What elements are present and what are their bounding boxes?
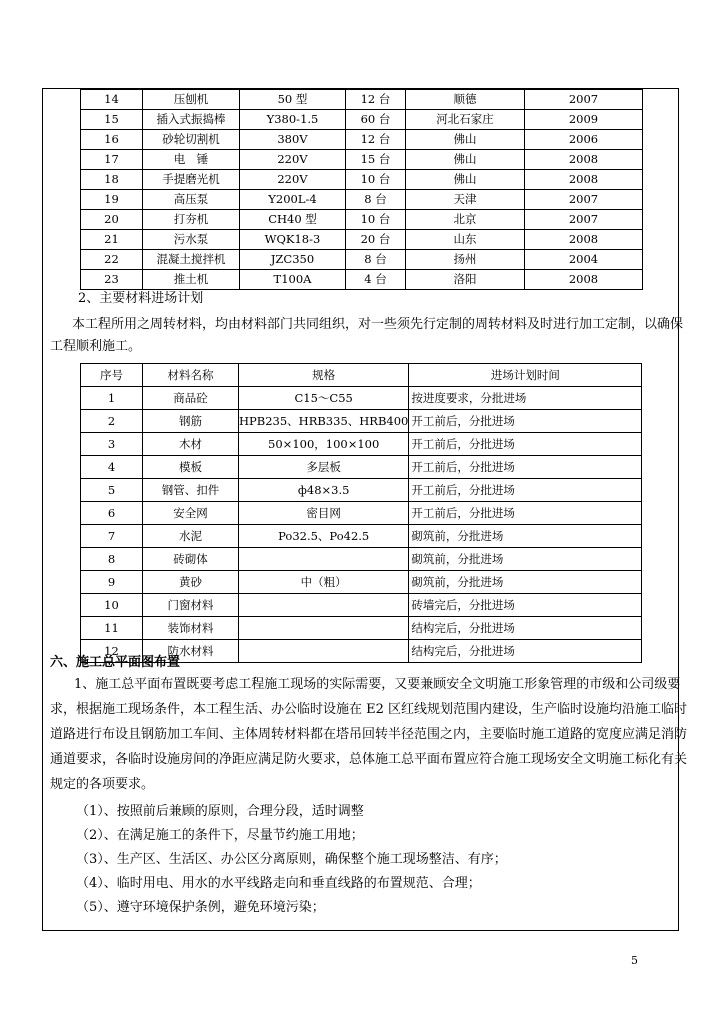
table-cell: 河北石家庄 [406,110,525,130]
table-cell: 8 [81,548,143,571]
table-cell: 按进度要求，分批进场 [409,387,642,410]
table-cell [239,617,409,640]
table-cell: C15～C55 [239,387,409,410]
table-cell: 14 [81,90,143,110]
table-cell: 中（粗） [239,571,409,594]
equipment-table [80,89,643,290]
section-6-line-4: 通道要求，各临时设施房间的净距应满足防火要求，总体施工总平面布置应符合施工现场安全文明施工标化有关 [50,752,688,767]
principle-4: （4）、临时用电、用水的水平线路走向和垂直线路的布置规范、合理； [76,876,481,891]
table-cell: 2009 [525,110,643,130]
table-cell: 污水泵 [143,230,240,250]
page-number: 5 [631,954,638,967]
table-cell: 17 [81,150,143,170]
table-cell: 8 台 [346,190,406,210]
table-cell: 佛山 [406,150,525,170]
table-cell: 10 台 [346,210,406,230]
table-cell: 防水材料 [143,640,239,663]
table-cell: 佛山 [406,130,525,150]
table-cell: Po32.5、Po42.5 [239,525,409,548]
table-cell: 3 [81,433,143,456]
header-cell: 进场计划时间 [409,364,642,387]
table-cell: 插入式振捣棒 [143,110,240,130]
table-row [81,250,643,270]
principle-5: （5）、遵守环境保护条例，避免环境污染； [76,900,325,915]
table-cell: Y200L-4 [240,190,346,210]
table-cell: 9 [81,571,143,594]
table-cell: 2008 [525,230,643,250]
table-cell: 2008 [525,270,643,290]
table-cell: 高压泵 [143,190,240,210]
table-cell: 50×100，100×100 [239,433,409,456]
table-cell: ф48×3.5 [239,479,409,502]
table-cell: 砌筑前，分批进场 [409,571,642,594]
table-cell: 钢管、扣件 [143,479,239,502]
table-cell: 电 锤 [143,150,240,170]
table-cell: 7 [81,525,143,548]
table-cell: 砖砌体 [143,548,239,571]
section-6-line-1: 1、施工总平面布置既要考虑工程施工现场的实际需要，又要兼顾安全文明施工形象管理的市级和公司级要 [74,677,681,692]
table-cell: 砌筑前，分批进场 [409,525,642,548]
table-cell: 天津 [406,190,525,210]
table-row [81,456,642,479]
table-cell: 砖墙完后，分批进场 [409,594,642,617]
table-cell: 20 台 [346,230,406,250]
table-cell: 220V [240,170,346,190]
principle-2: （2）、在满足施工的条件下，尽量节约施工用地； [76,828,364,843]
table-cell: 开工前后，分批进场 [409,456,642,479]
table-cell: 压刨机 [143,90,240,110]
header-cell: 序号 [81,364,143,387]
table-cell: 2007 [525,210,643,230]
table-cell: 1 [81,387,143,410]
principle-1: （1）、按照前后兼顾的原则，合理分段，适时调整 [76,804,364,819]
table-cell: 洛阳 [406,270,525,290]
table-row [81,230,643,250]
table-cell: WQK18-3 [240,230,346,250]
table-cell: 23 [81,270,143,290]
principle-3: （3）、生产区、生活区、办公区分离原则，确保整个施工现场整洁、有序； [76,852,507,867]
table-cell: 模板 [143,456,239,479]
section-6-line-5: 规定的各项要求。 [50,777,155,792]
table-cell: 12 台 [346,90,406,110]
table-cell [239,594,409,617]
table-cell: 密目网 [239,502,409,525]
table-cell: 装饰材料 [143,617,239,640]
section-6-line-3: 道路进行布设且钢筋加工车间、主体周转材料都在塔吊回转半径范围之内，主要临时施工道路的宽度应满足消防 [50,727,688,742]
table-cell: 砂轮切割机 [143,130,240,150]
table-cell: 水泥 [143,525,239,548]
table-cell: 15 台 [346,150,406,170]
table-cell: 钢筋 [143,410,239,433]
table-cell: 16 [81,130,143,150]
table-cell: 混凝土搅拌机 [143,250,240,270]
material-intro-line-1: 本工程所用之周转材料，均由材料部门共同组织，对一些须先行定制的周转材料及时进行加工定制，以确保 [72,317,684,332]
table-cell: 220V [240,150,346,170]
table-cell: 6 [81,502,143,525]
table-cell: 15 [81,110,143,130]
table-row [81,525,642,548]
table-cell: JZC350 [240,250,346,270]
table-cell: 手提磨光机 [143,170,240,190]
section-6-title: 六、施工总平面图布置 [50,655,181,670]
table-cell: 20 [81,210,143,230]
table-cell: 380V [240,130,346,150]
table-row [81,210,643,230]
table-row [81,502,642,525]
table-cell: 2006 [525,130,643,150]
table-row [81,170,643,190]
table-row [81,190,643,210]
material-table-header [81,364,642,387]
table-cell: 60 台 [346,110,406,130]
table-cell: 50 型 [240,90,346,110]
table-cell: 12 台 [346,130,406,150]
table-cell: 18 [81,170,143,190]
table-cell: 北京 [406,210,525,230]
table-cell: T100A [240,270,346,290]
table-cell: 开工前后，分批进场 [409,479,642,502]
table-cell [239,548,409,571]
table-cell [239,640,409,663]
table-row [81,90,643,110]
table-cell: 黄砂 [143,571,239,594]
table-cell: CH40 型 [240,210,346,230]
header-cell: 材料名称 [143,364,239,387]
table-cell: 4 台 [346,270,406,290]
table-cell: 开工前后，分批进场 [409,502,642,525]
table-cell: 多层板 [239,456,409,479]
table-row [81,433,642,456]
section-6-line-2: 求，根据施工现场条件，本工程生活、办公临时设施在 E2 区红线规划范围内建设，生产临时设施均沿施工临时 [50,702,688,717]
table-cell: 山东 [406,230,525,250]
table-cell: 2004 [525,250,643,270]
table-cell: 12 [81,640,143,663]
material-intro-line-2: 工程顺利施工。 [50,339,142,354]
table-row [81,479,642,502]
table-row [81,617,642,640]
material-plan-heading: 2、主要材料进场计划 [78,291,204,306]
table-cell: 4 [81,456,143,479]
table-cell: 2 [81,410,143,433]
table-cell: 2007 [525,90,643,110]
table-cell: 门窗材料 [143,594,239,617]
table-row [81,548,642,571]
table-cell: 顺德 [406,90,525,110]
table-cell: 5 [81,479,143,502]
table-cell: 21 [81,230,143,250]
table-row [81,410,642,433]
table-cell: 木材 [143,433,239,456]
table-cell: 打夯机 [143,210,240,230]
table-cell: 2008 [525,170,643,190]
table-cell: 8 台 [346,250,406,270]
table-cell: 结构完后，分批进场 [409,640,642,663]
table-row [81,130,643,150]
table-cell: 扬州 [406,250,525,270]
table-cell: 结构完后，分批进场 [409,617,642,640]
table-cell: Y380-1.5 [240,110,346,130]
header-cell: 规格 [239,364,409,387]
table-cell: 10 [81,594,143,617]
table-row [81,594,642,617]
table-cell: 商品砼 [143,387,239,410]
table-cell: 佛山 [406,170,525,190]
table-cell: 安全网 [143,502,239,525]
table-cell: 2008 [525,150,643,170]
table-cell: 19 [81,190,143,210]
table-row [81,110,643,130]
table-cell: 开工前后，分批进场 [409,433,642,456]
table-cell: 11 [81,617,143,640]
table-row [81,571,642,594]
table-row [81,150,643,170]
table-cell: 开工前后，分批进场 [409,410,642,433]
table-cell: 砌筑前，分批进场 [409,548,642,571]
material-table [80,363,642,663]
table-cell: 推土机 [143,270,240,290]
table-row [81,387,642,410]
table-cell: 10 台 [346,170,406,190]
table-cell: 2007 [525,190,643,210]
table-cell: 22 [81,250,143,270]
table-cell: HPB235、HRB335、HRB400 [239,410,409,433]
